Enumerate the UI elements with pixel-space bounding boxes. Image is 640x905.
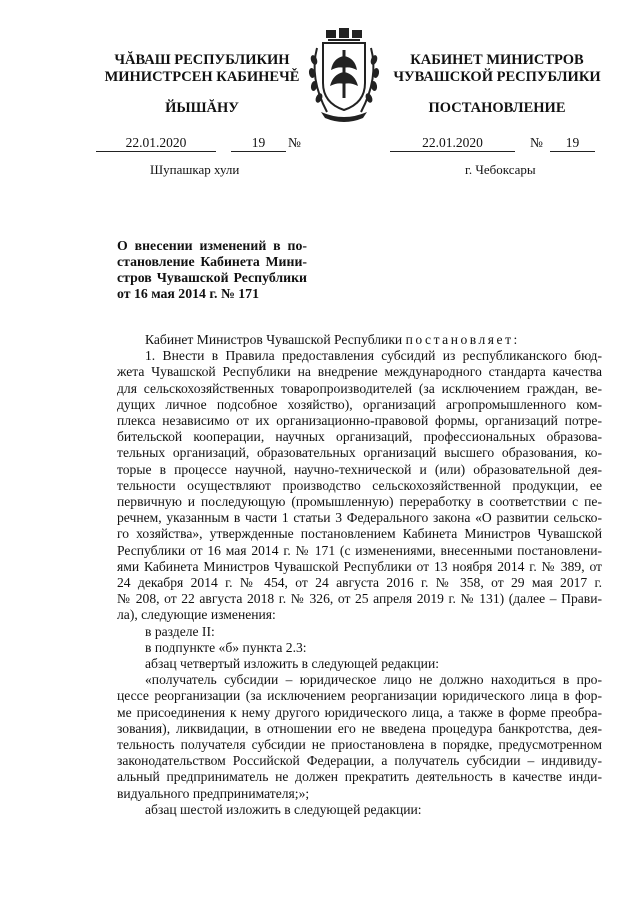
intro-text: Кабинет Министров Чувашской Республики <box>145 332 403 347</box>
text-line: тельность получателя субсидии не приостановлена в порядке, предусмотренном <box>117 737 602 753</box>
subpoint-line: в подпункте «б» пункта 2.3: <box>145 639 307 655</box>
text-line: видуального предпринимателя;»; <box>117 785 310 801</box>
dateline-chuvash <box>96 135 336 153</box>
text-line: Республики от 16 мая 2014 г. № 171 (с изменениями, внесенными постановлени- <box>117 542 602 558</box>
date-chuvash: 22.01.2020 <box>96 135 216 152</box>
text-line: № 208, от 22 августа 2018 г. № 326, от 25 апреля 2019 г. № 131) (далее – Прави- <box>117 591 602 607</box>
dateline-russian <box>390 135 605 153</box>
text-line: «получатель субсидии – юридическое лицо не должно находиться в про- <box>145 672 602 688</box>
intro-verb: постановляет: <box>405 332 520 347</box>
para4-intro: абзац четвертый изложить в следующей редакции: <box>145 656 440 672</box>
text-line: тельности осуществляют производство сельскохозяйственной продукции, ее <box>117 477 602 493</box>
coat-of-arms-icon <box>303 28 385 123</box>
text-line: го хозяйства», утвержденные постановлением Кабинета Министров Чувашской <box>117 526 602 542</box>
text-line: тельных организаций, образовательных организаций высшего образования, ко- <box>117 445 602 461</box>
subject-line: становление Кабинета Мини- <box>117 254 307 269</box>
number-sign-russian: № <box>530 135 543 150</box>
text-line: ла), следующие изменения: <box>117 607 276 623</box>
document-body <box>117 332 602 818</box>
header-russian <box>382 52 612 86</box>
text-line: торые в процессе научной, научно-технической и (или) образовательной дея- <box>117 461 602 477</box>
subject-line: О внесении изменений в по- <box>117 238 307 253</box>
text-line: жета Чувашской Республики на внедрение международного стандарта качества <box>117 364 602 380</box>
text-line: 24 декабря 2014 г. № 454, от 24 августа 2016 г. № 358, от 29 мая 2017 г. <box>117 575 602 591</box>
number-russian: 19 <box>550 135 595 152</box>
text-line: первичную и последующую (промышленную) переработку в соответствии с пе- <box>117 494 602 510</box>
text-line: ме присоединения к нему другого юридического лица, а также в форме преобра- <box>117 704 602 720</box>
number-sign-chuvash: № <box>288 135 301 150</box>
quote-paragraph <box>117 672 602 802</box>
intro-paragraph <box>117 332 602 348</box>
header-chuvash <box>92 52 312 86</box>
text-line: зования), ликвидации, в отношении его не введена процедура банкротства, дея- <box>117 720 602 736</box>
para6-intro: абзац шестой изложить в следующей редакции: <box>145 801 422 817</box>
subject-line: от 16 мая 2014 г. № 171 <box>117 286 259 301</box>
text-line: альный предприниматель не должен прекратить деятельность в качестве инди- <box>117 769 602 785</box>
document-subject <box>117 238 307 302</box>
doc-type-russian: ПОСТАНОВЛЕНИЕ <box>428 100 566 116</box>
header-chuvash-line2: МИНИСТРСЕН КАБИНЕЧĚ <box>104 69 300 85</box>
text-line: для сельскохозяйственных товаропроизводителей (за исключением граждан, ве- <box>117 380 602 396</box>
text-line: 1. Внести в Правила предоставления субсидий из республиканского бюд- <box>145 348 602 364</box>
place-russian: г. Чебоксары <box>465 162 536 177</box>
text-line: речнем, указанным в части 1 статьи 3 Федерального закона «О развитии сельско- <box>117 510 602 526</box>
text-line: плекса независимо от их организационно-правовой формы, организаций потре- <box>117 413 602 429</box>
text-line: законодательством Российской Федерации, а получатель субсидии – индивиду- <box>117 753 602 769</box>
main-paragraph <box>117 348 602 623</box>
header-chuvash-line1: ЧĂВАШ РЕСПУБЛИКИН <box>114 52 290 68</box>
text-line: цессе реорганизации (за исключением реорганизации юридического лица в фор- <box>117 688 602 704</box>
subject-line: стров Чувашской Республики <box>117 270 307 285</box>
place-chuvash: Шупашкар хули <box>150 162 240 177</box>
text-line: ями Кабинета Министров Чувашской Республики от 13 ноября 2014 г. № 389, от <box>117 558 602 574</box>
text-line: бительской кооперации, научных организаций, профессиональных образова- <box>117 429 602 445</box>
doc-type-chuvash: ЙЫШĂНУ <box>165 100 239 116</box>
header-russian-line1: КАБИНЕТ МИНИСТРОВ <box>410 52 584 68</box>
section-line: в разделе II: <box>145 623 215 639</box>
date-russian: 22.01.2020 <box>390 135 515 152</box>
header-russian-line2: ЧУВАШСКОЙ РЕСПУБЛИКИ <box>393 69 601 85</box>
number-chuvash: 19 <box>231 135 286 152</box>
text-line: дущих личное подсобное хозяйство), организаций агропромышленного ком- <box>117 396 602 412</box>
